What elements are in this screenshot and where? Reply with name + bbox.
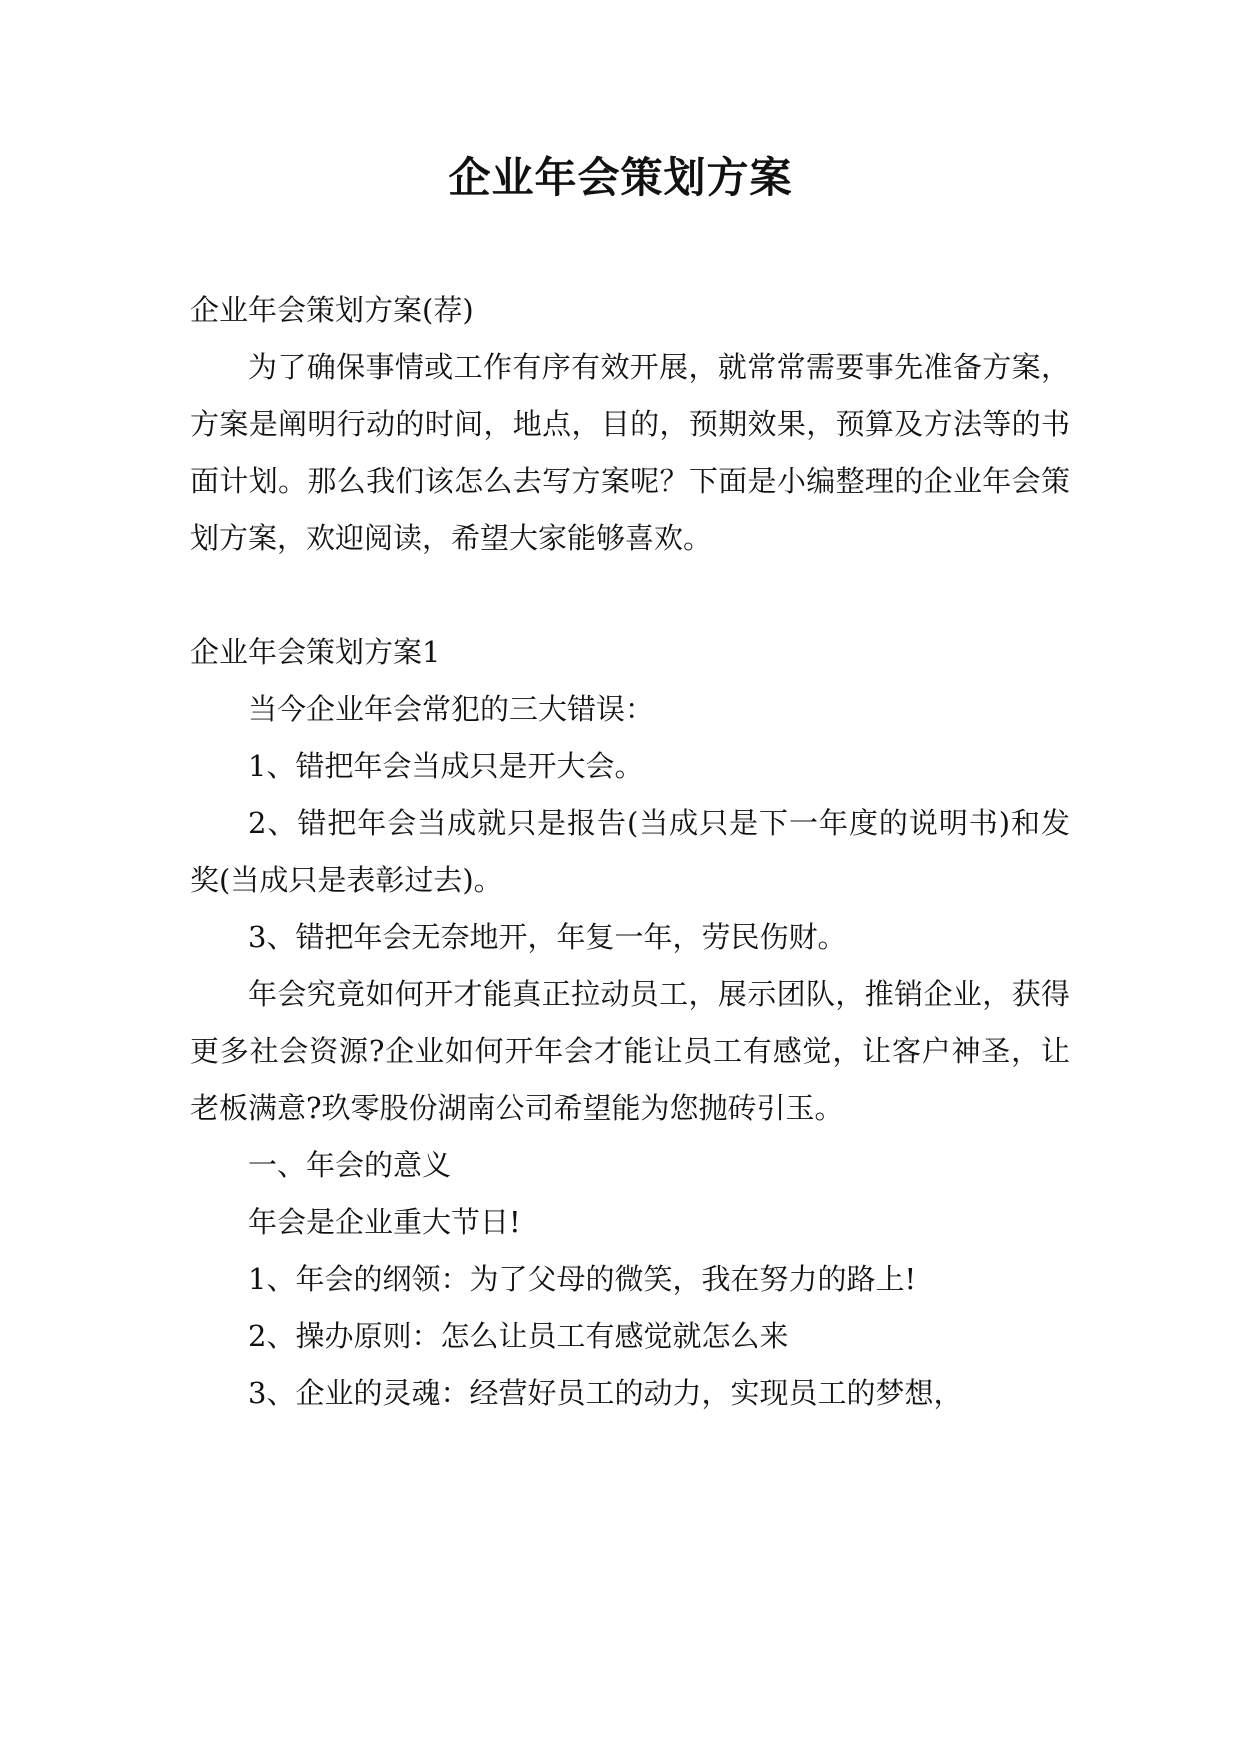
paragraph-spacer — [190, 567, 1070, 624]
subtitle-paragraph: 企业年会策划方案(荐) — [190, 293, 474, 327]
body-paragraph: 当今企业年会常犯的三大错误： — [248, 692, 655, 726]
body-paragraph: 年会究竟如何开才能真正拉动员工，展示团队，推销企业，获得更多社会资源?企业如何开年会才能让员工有感觉，让客户神圣，让老板满意?玖零股份湖南公司希望能为您抛砖引玉。 — [190, 977, 1070, 1125]
list-item: 3、错把年会无奈地开，年复一年，劳民伤财。 — [248, 920, 847, 954]
document-body — [190, 282, 1070, 1422]
list-item: 2、操办原则：怎么让员工有感觉就怎么来 — [248, 1319, 789, 1353]
body-paragraph: 年会是企业重大节日! — [248, 1205, 521, 1239]
list-item: 2、错把年会当成就只是报告(当成只是下一年度的说明书)和发奖(当成只是表彰过去)。 — [190, 806, 1070, 897]
subheading: 一、年会的意义 — [248, 1148, 452, 1182]
list-item: 1、错把年会当成只是开大会。 — [248, 749, 644, 783]
intro-paragraph: 为了确保事情或工作有序有效开展，就常常需要事先准备方案，方案是阐明行动的时间，地点，目的，预期效果，预算及方法等的书面计划。那么我们该怎么去写方案呢？下面是小编整理的企业年会策划方案，欢迎阅读，希望大家能够喜欢。 — [190, 350, 1070, 555]
document-title: 企业年会策划方案 — [448, 153, 793, 202]
section-heading: 企业年会策划方案1 — [190, 635, 441, 669]
list-item: 1、年会的纲领：为了父母的微笑，我在努力的路上! — [248, 1262, 917, 1296]
list-item: 3、企业的灵魂：经营好员工的动力，实现员工的梦想， — [248, 1376, 963, 1410]
